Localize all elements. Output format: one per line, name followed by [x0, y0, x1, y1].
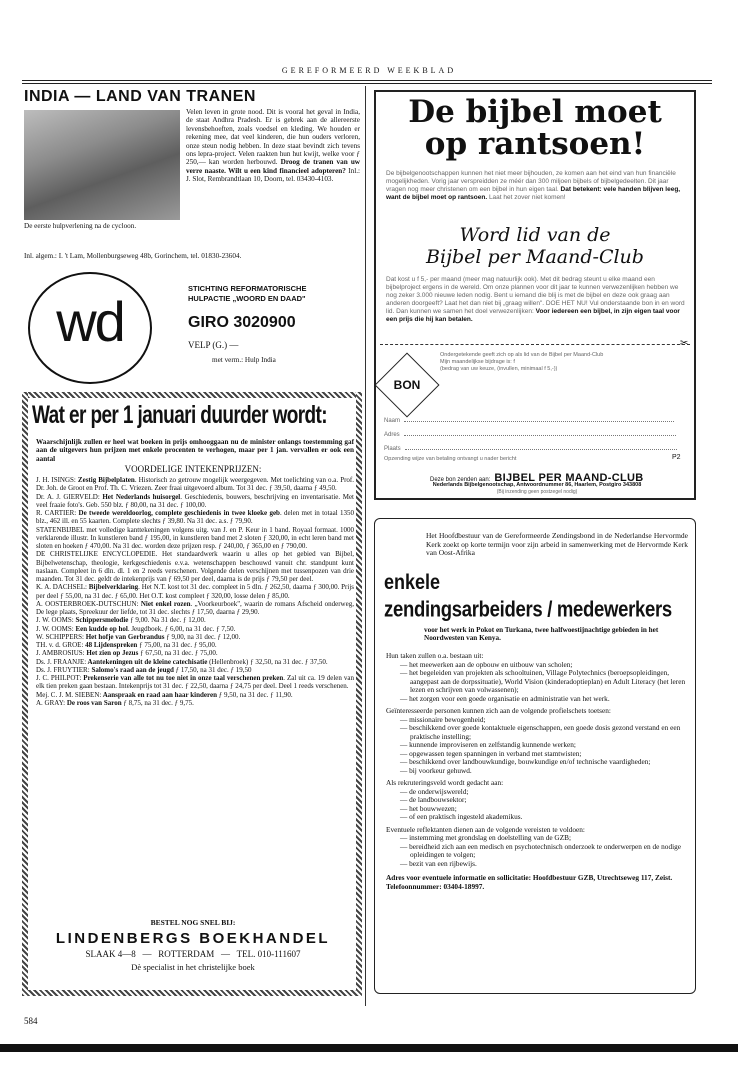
bon-label: BON [393, 378, 421, 392]
books-intro: Waarschijnlijk zullen er heel wat boeken in prijs omhooggaan nu de minister onlangs toestemming gaf aan de uitgevers hun prijzen met enkele procenten te verhogen, maar per 1 jan. vervallen er ook een aantal [36, 438, 354, 463]
wd-city: VELP (G.) — [188, 340, 239, 350]
field-address-label: Adres [384, 432, 400, 438]
book-entry: J. W. OOMS: Een kudde op hol. Jeugdboek. ƒ 6,00, na 31 dec. ƒ 7,50. [36, 624, 236, 633]
coupon-field-name[interactable] [384, 418, 684, 424]
book-entry: TH. v. d. GROE: 48 Lijdenspreken ƒ 75,00, na 31 dec. ƒ 95,00. [36, 641, 217, 649]
books-border-left [22, 392, 28, 996]
bible-body-end: Laat het zover niet komen! [488, 194, 566, 201]
bible-title-line1: De bijbel moet [408, 94, 662, 130]
logo-lettering: wd [56, 290, 124, 353]
tasks-list [386, 661, 688, 704]
wd-giro: GIRO 3020900 [188, 314, 296, 331]
scissors-icon: ✂ [680, 338, 689, 349]
club-title-line2: Bijbel per Maand-Club [426, 246, 644, 268]
book-entry: J. C. PHILPOT: Prekenserie van alle tot nu toe niet in onze taal verschenen preken. Zal uit ca. 19 delen van elk tien preken gaan bestaan. Intekenprijs tot 31 dec. ƒ 22,50, daarna ƒ 24,75 per deel. Deel 1 reeds verschenen. [36, 674, 354, 691]
list-item: — beschikkend over goede kontaktuele eigenschappen, een goede dosis gezond verstand en een praktische instelling; [400, 723, 681, 741]
list-item: — de landbouwsektor; [400, 795, 467, 804]
book-entry: K. A. DACHSEL: Bijbelverklaring. Het N.T. kost tot 31 dec. compleet in 5 dln. ƒ 262,50, daarna ƒ 300,00. Prijs per deel ƒ 55,00, na 31 dec. ƒ 65,00. Het O.T. kost compleet ƒ 320,00, losse delen ƒ 85,00. [36, 583, 355, 600]
book-entry: STATENBIJBEL met volledige kanttekeningen volgens uitg. van J. en P. Keur in 1 band. Royaal formaat. 1000 verklarende illustr. In kunstleren band ƒ 195,00, in kunstleren band met 2 sloten ƒ 320,00, in echt leren band met sloten en hoeken ƒ 470,00. Na 31 dec. worden deze prijzen resp. ƒ 240,00, ƒ 365,00 en ƒ 790,00. [36, 525, 354, 550]
mission-contact: Adres voor eventuele informatie en sollicitatie: Hoofdbestuur GZB, Utrechtseweg 117, Zeist. Telefoonnummer: 03404-18997. [386, 873, 673, 891]
list-item: — het bouwwezen; [400, 803, 457, 813]
bible-body2 [386, 276, 686, 324]
list-item: — missionaire bewogenheid; [400, 714, 486, 724]
coupon-cut-line [380, 344, 690, 345]
india-general-info: Inl. algem.: I. 't Lam, Mollenburgseweg 48b, Gorinchem, tel. 01830-23604. [24, 252, 242, 260]
mission-intro: Het Hoofdbestuur van de Gereformeerde Zendingsbond in de Nederlandse Hervormde Kerk zoekt op korte termijn voor zijn arbeid in samenwerking met de Hervormde Kerk van Oost-Afrika [426, 531, 688, 557]
book-entry: J. W. OOMS: Schippersmelodie ƒ 9,00. Na 31 dec. ƒ 12,00. [36, 616, 206, 625]
coupon-line2: Mijn maandelijkse bijdrage is: f [440, 359, 515, 365]
bottom-bar [0, 1044, 738, 1052]
books-border-right [356, 392, 362, 996]
recruit-intro: Als rekruteringsveld wordt gedacht aan: [386, 778, 504, 787]
wd-org-line2: HULPACTIE „WOORD EN DAAD" [188, 294, 306, 303]
books-border-top [22, 392, 362, 398]
book-entry: J. AMBROSIUS: Het zien op Jezus ƒ 67,50, na 31 dec. ƒ 75,00. [36, 649, 218, 658]
send-to-label: Deze bon zenden aan: [430, 477, 491, 483]
shop-address: SLAAK 4—8 — ROTTERDAM — TEL. 010-111607 [85, 949, 301, 959]
cyclone-photo [24, 110, 180, 220]
club-name: BIJBEL PER MAAND-CLUB [494, 472, 644, 484]
list-item: — het meewerken aan de opbouw en uitbouw van scholen; [400, 659, 573, 669]
club-title-line1: Word lid van de [459, 224, 611, 246]
book-entry: Ds. J. FRAANJE: Aantekeningen uit de kleine catechisatie (Hellenbroek) ƒ 32,50, na 31 dec. ƒ 37,50. [36, 657, 328, 666]
book-entry: R. CARTIER: De tweede wereldoorlog, complete geschiedenis in twee kloeke geb. delen met in totaal 1350 blz., 462 ill. en 55 kaarten. Complete slechts ƒ 39,80. Na 31 dec. a.s. ƒ 79,90. [36, 509, 354, 526]
india-title: INDIA — LAND VAN TRANEN [24, 88, 256, 105]
bible-body-text: De bijbelgenootschappen kunnen het niet meer bijhouden, ze komen aan het eind van hun financiële mogelijkheden. Vorig jaar verspreidden ze méér dan 300 miljoen bijbels of bijbelgedeelten. Dit jaar vragen nog meer christenen om een bijbel in hun eigen taal. [386, 170, 676, 193]
coupon-line1: Ondergetekende geeft zich op als lid van de Bijbel per Maand-Club [440, 352, 604, 358]
books-order-now: BESTEL NOG SNEL BIJ: [150, 918, 236, 927]
books-border-bottom [22, 990, 362, 996]
list-item: — bij voorkeur gehuwd. [400, 765, 472, 775]
book-entry: W. SCHIPPERS: Het hofje van Gerbrandus ƒ 9,00, na 31 dec. ƒ 12,00. [36, 632, 241, 641]
shop-tagline: Dè specialist in het christelijke boek [131, 962, 255, 972]
bible-body [386, 170, 686, 202]
book-entry: Mej. C. J. M. SIEBEN: Aanspraak en raad aan haar kinderen ƒ 9,50, na 31 dec. ƒ 11,90. [36, 690, 293, 699]
woord-en-daad-logo [28, 272, 152, 384]
list-item: — kunnende improviseren en zelfstandig kunnende werken; [400, 740, 576, 749]
recruit-list [386, 788, 688, 822]
profile-intro: Geïnteresseerde personen kunnen zich aan de volgende profielschets toetsen: [386, 706, 611, 715]
book-entry: J. H. ISINGS: Zestig Bijbelplaten. Historisch zo getrouw mogelijk weergegeven. Met toelichting van o.a. Prof. Dr. Joh. de Groot en Prof. Th. C. Vriezen. Zeer fraai uitgevoerd album. Tot 31 dec. ƒ 39,50, daarna ƒ 49,50. [36, 476, 354, 493]
list-item: — bereidheid zich aan een medisch en psychotechnisch onderzoek te onderwerpen en de nodige opleidingen te volgen; [400, 841, 682, 859]
running-header: GEREFORMEERD WEEKBLAD [281, 66, 457, 75]
coupon-code: P2 [672, 454, 681, 461]
coupon-payment-note: Opzending wijze van betaling ontvangt u nader bericht [384, 456, 517, 462]
req-intro: Eventuele reflektanten dienen aan de volgende vereisten te voldoen: [386, 824, 585, 834]
list-item: — de onderwijswereld; [400, 786, 469, 796]
mission-title-line2: zendingsarbeiders / medewerkers [384, 596, 672, 622]
books-title: Wat er per 1 januari duurder wordt: [32, 402, 328, 430]
shop-name: LINDENBERGS BOEKHANDEL [55, 930, 331, 947]
header-rule-2 [22, 83, 712, 84]
list-item: — het zorgen voor een goede organisatie en administratie van het werk. [400, 693, 610, 703]
bible-title-line2: op rantsoen! [424, 126, 646, 162]
list-item: — of een praktisch ingesteld akademikus. [400, 812, 523, 821]
wd-org-line1: STICHTING REFORMATORISCHE [188, 284, 307, 293]
coupon-field-address[interactable] [384, 432, 684, 438]
tasks-intro: Hun taken zullen o.a. bestaan uit: [386, 651, 484, 660]
book-entry: DE CHRISTELIJKE ENCYCLOPEDIE. Het standaardwerk waarin u alles op het gebied van Bijbel, Bijbelwetenschap, theologie, kerkgeschiedenis e.v.a. wetenschappen beschouwd vanuit chr. standpunt kunt naslaan. Compleet in 6 dln. dl. 1 en 2 reeds verschenen. Volgende delen verschijnen met tussenpozen van drie maanden. Tot 31 dec. geldt de intekenprijs van ƒ 69,50 per deel, daarna is de prijs ƒ 79,50 per deel. [36, 550, 354, 583]
profile-list [386, 716, 688, 776]
list-item: — bezit van een rijbewijs. [400, 858, 477, 868]
book-entry: A. OOSTERBROEK-DUTSCHUN: Niet enkel rozen. „Voorkeurboek", waarin de romans Afscheid onderweg, De lege plaats, Spreekuur der liefde, tot 31 dec. slechts ƒ 17,50, daarna ƒ 29,90. [36, 599, 354, 616]
books-list [36, 476, 354, 707]
mission-sub: voor het werk in Pokot en Turkana, twee halfwoestijnachtige gebieden in het Noordwesten van Kenya. [424, 626, 659, 643]
field-name-label: Naam [384, 418, 401, 424]
req-list [386, 834, 688, 868]
coupon-field-city[interactable] [384, 446, 684, 452]
list-item: — het begeleiden van projekten als schooltuinen, Village Polytechnics (beroepsopleidingen, aangepast aan de dorpssituatie), World Vision (kinderadoptieplan) en Adult Literacy (het leren lezen en schrijven van volwassenen); [400, 668, 686, 694]
india-contact: Inl.: J. Slot, Rembrandtlaan 10, Doorn, tel. 03430-4103. [186, 166, 361, 184]
photo-caption: De eerste hulpverlening na de cycloon. [24, 222, 137, 230]
mission-title-line1: enkele [384, 570, 441, 594]
field-city-label: Plaats [384, 446, 401, 452]
india-body-text: Velen leven in grote nood. Dit is vooral het geval in India, de staat Andhra Pradesh. Er is gebrek aan de allereerste levensbehoeften, zoals voedsel en kleding. We houden er rekening mee, dat veel kinderen, die hun ouders verloren, onze steun nodig hebben. In deze staat bevindt zich tevens ons lepra-project. Velen raakten hun hut kwijt, welke voor ƒ 250,— kan worden herbouwd. [186, 108, 360, 167]
org-address: Nederlands Bijbelgenootschap, Antwoordnummer 86, Haarlem, Postgiro 343808 [432, 482, 642, 488]
list-item: — instemming met grondslag en doelstelling van de GZB; [400, 833, 572, 842]
book-entry: Ds. J. FRUYTIER: Salomo's raad aan de jeugd ƒ 17,50, na 31 dec. ƒ 19,50 [36, 665, 252, 674]
bible-body-bold: Dat betekent: vele handen blijven leeg, want de bijbel moet op rantsoen. [386, 186, 681, 201]
book-entry: Dr. A. J. GIERVELD: Het Nederlands huisorgel. Geschiedenis, bouwers, beschrijving en inventarisatie. Met veel fraaie foto's. Geb. 550 blz. ƒ 80,00, na 31 dec. ƒ 100,00. [36, 492, 354, 509]
india-body-bold: Droog de tranen van uw verre naaste. Wilt u een kind financieel adopteren? [186, 158, 361, 175]
header-rule [22, 80, 712, 81]
list-item: — beschikkend over landbouwkundige, bouwkundige en/of technische vaardigheden; [400, 757, 651, 766]
coupon-footnote: (Bij inzending geen postzegel nodig) [496, 489, 578, 495]
page-number: 584 [24, 1016, 38, 1026]
bible-body2-text: Dat kost u f 5,- per maand (meer mag natuurlijk ook). Met dit bedrag steunt u elke maand een bijbelproject ergens in de wereld. Om onze plannen voor dit jaar te kunnen verwezenlijken hebben we nog zeker 3.000 nieuwe leden nodig. Bent u iemand die blij is met de bijbel en deze ook graag aan anderen doorgeeft? Laat het dan niet bij „graag willen". DOE HET NU! Vul onderstaande bon in en word lid. Dan kunnen we samen het doel verwezenlijken: [386, 276, 685, 315]
bible-body2-bold: Voor iedereen een bijbel, in zijn eigen taal voor een prijs die hij kan betalen. [386, 308, 680, 323]
coupon-text [440, 352, 688, 373]
wd-verm: met verm.: Hulp India [212, 356, 276, 364]
india-body [186, 108, 360, 184]
column-divider [365, 86, 366, 1006]
list-item: — opgewassen tegen spanningen in verband met stamtwisten; [400, 748, 582, 758]
book-entry: A. GRAY: De roos van Saron ƒ 8,75, na 31 dec. ƒ 9,75. [36, 698, 194, 707]
mission-body [386, 652, 688, 891]
coupon-line3: (bedrag van uw keuze, (invullen, minimaal f 5,-)) [440, 366, 558, 372]
books-subtitle: VOORDELIGE INTEKENPRIJZEN: [124, 464, 262, 474]
